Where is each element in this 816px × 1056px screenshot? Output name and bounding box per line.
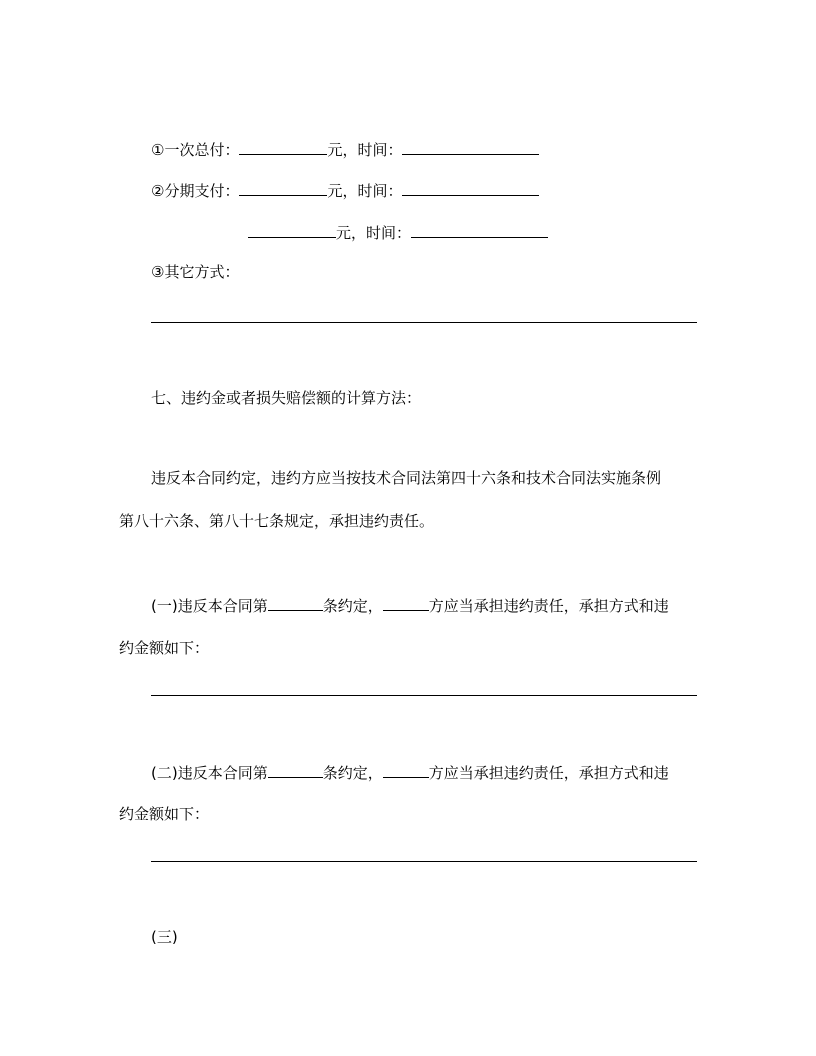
clause-1-line-2: 约金额如下：	[119, 639, 210, 657]
clause-3-line-1: (三)	[151, 928, 178, 946]
clause-2-line-1	[151, 761, 669, 783]
clause-2-mid2: 方应当承担违约责任，承担方式和违	[428, 764, 669, 782]
lump-sum-amount-blank[interactable]	[239, 138, 327, 155]
clause-1-article-blank[interactable]	[268, 594, 323, 611]
lump-sum-time-blank[interactable]	[402, 138, 539, 155]
installment-line-1	[151, 179, 539, 201]
clause-2-mid1: 条约定，	[322, 764, 383, 782]
yuan-time-label: 元，时间：	[336, 224, 412, 242]
installment-amount-blank-2[interactable]	[248, 221, 336, 238]
clause-2-article-blank[interactable]	[268, 761, 323, 778]
clause-2-rule[interactable]	[151, 861, 697, 862]
other-method-label: ③其它方式：	[151, 263, 240, 281]
installment-label: ②分期支付：	[151, 182, 240, 200]
lump-sum-label: ①一次总付：	[151, 141, 240, 159]
installment-line-2	[248, 221, 548, 243]
clause-1-line-1	[151, 594, 669, 616]
installment-time-blank-1[interactable]	[402, 179, 539, 196]
yuan-time-label: 元，时间：	[327, 141, 403, 159]
lump-sum-line	[151, 138, 539, 160]
yuan-time-label: 元，时间：	[327, 182, 403, 200]
clause-1-party-blank[interactable]	[383, 594, 429, 611]
other-method-line	[151, 262, 239, 282]
clause-2-line-2: 约金额如下：	[119, 805, 210, 823]
clause-1-rule[interactable]	[151, 695, 697, 696]
section-7-paragraph-line-2: 第八十六条、第八十七条规定，承担违约责任。	[119, 512, 435, 530]
clause-1-mid1: 条约定，	[322, 597, 383, 615]
other-method-rule[interactable]	[151, 322, 697, 323]
clause-1-prefix: (一)违反本合同第	[151, 597, 268, 615]
installment-amount-blank-1[interactable]	[239, 179, 327, 196]
section-7-heading: 七、违约金或者损失赔偿额的计算方法：	[151, 389, 422, 407]
installment-time-blank-2[interactable]	[411, 221, 548, 238]
clause-1-mid2: 方应当承担违约责任，承担方式和违	[428, 597, 669, 615]
clause-2-party-blank[interactable]	[383, 761, 429, 778]
clause-2-prefix: (二)违反本合同第	[151, 764, 268, 782]
section-7-paragraph-line-1: 违反本合同约定，违约方应当按技术合同法第四十六条和技术合同法实施条例	[151, 469, 662, 487]
